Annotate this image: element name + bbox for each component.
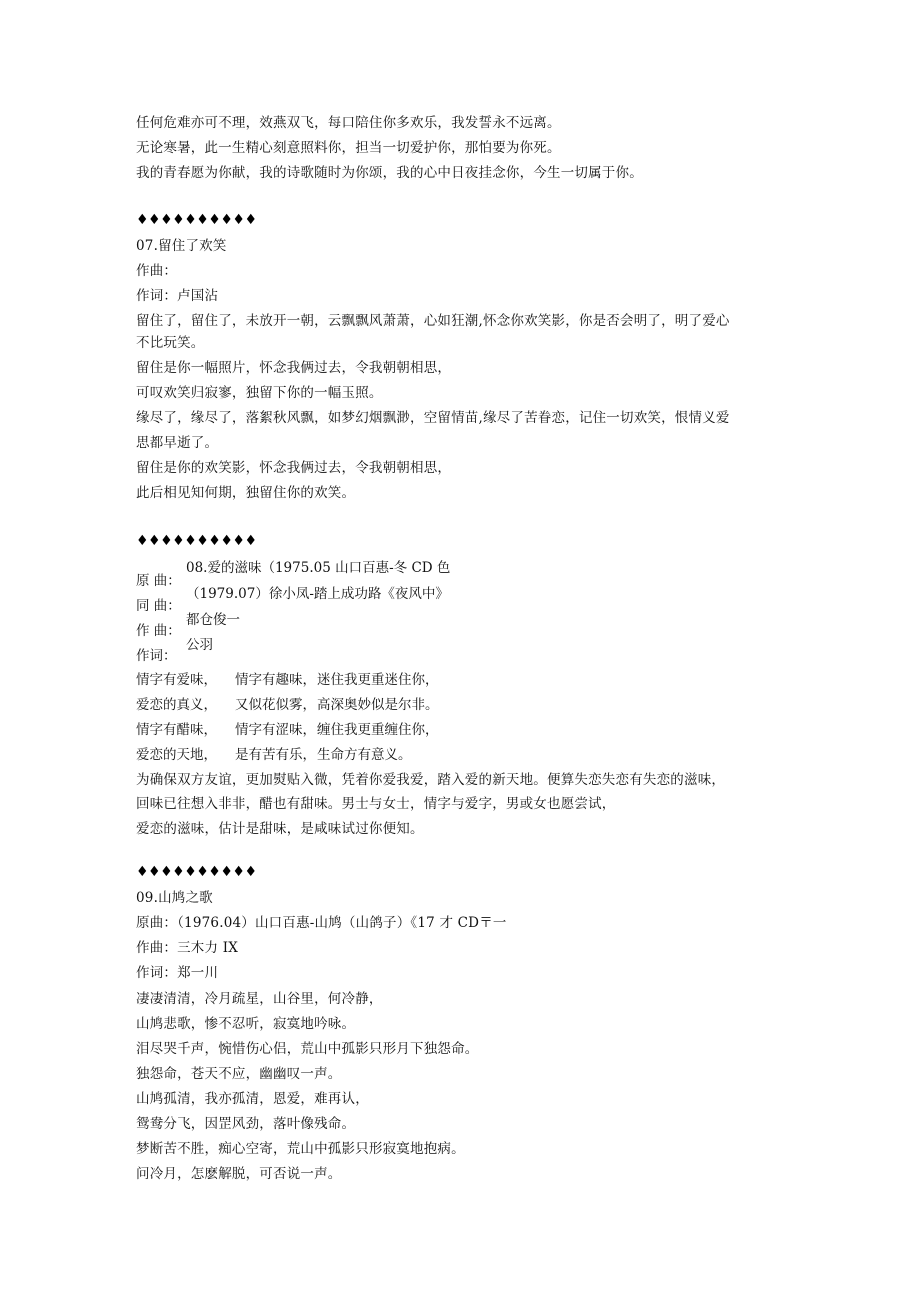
lyric-line: 梦断苦不胜，痴心空寄，荒山中孤影只形寂寞地抱病。 bbox=[136, 1141, 465, 1157]
lyric-line: 凄凄清清，冷月疏星，山谷里，何冷静， bbox=[136, 991, 383, 1007]
lyric-line: 留住是你一幅照片，怀念我俩过去，令我朝朝相思， bbox=[136, 360, 452, 376]
same-song-value: （1979.07）徐小凤-踏上成功路《夜风中》 bbox=[186, 586, 449, 602]
song-title: 07.留住了欢笑 bbox=[136, 238, 227, 254]
lyric-phrase: 爱恋的天地， bbox=[136, 747, 217, 763]
section-separator: ♦♦♦♦♦♦♦♦♦♦ bbox=[136, 533, 257, 549]
lyric-phrase: 高深奥妙似是尔非。 bbox=[317, 697, 439, 713]
lyric-phrase: 又似花似雾， bbox=[235, 697, 316, 713]
intro-line: 无论寒暑，此一生精心刻意照料你，担当一切爱护你，那怕要为你死。 bbox=[136, 140, 561, 156]
lyric-phrase: 生命方有意义。 bbox=[317, 747, 412, 763]
composer-credit: 作曲：三木力 IX bbox=[136, 940, 239, 956]
lyric-phrase: 是有苦有乐， bbox=[235, 747, 316, 763]
song-title: 09.山鸠之歌 bbox=[136, 890, 213, 906]
lyricist-value: 公羽 bbox=[186, 637, 213, 653]
lyricist-credit: 作词：郑一川 bbox=[136, 965, 219, 981]
lyric-phrase: 迷住我更重迷住你， bbox=[317, 672, 439, 688]
lyricist-credit: 作词：卢国沾 bbox=[136, 288, 219, 304]
same-song-label: 同 曲： bbox=[136, 598, 181, 614]
song-title-original: 08.爱的滋味（1975.05 山口百惠-冬 CD 色 bbox=[186, 560, 451, 576]
composer-credit: 作曲： bbox=[136, 263, 178, 279]
original-credit: 原曲：（1976.04）山口百惠-山鸠（山鸽子）《17 才 CD〒一 bbox=[136, 915, 507, 931]
lyric-phrase: 情字有爱味， bbox=[136, 672, 217, 688]
lyric-line: 山鸠悲歌，惨不忍听，寂寞地吟咏。 bbox=[136, 1016, 356, 1032]
original-label: 原 曲： bbox=[136, 573, 181, 589]
lyric-line: 思都早逝了。 bbox=[136, 435, 219, 451]
lyric-line: 独怨命，苍天不应，幽幽叹一声。 bbox=[136, 1066, 342, 1082]
lyric-line: 缘尽了，缘尽了，落絮秋风飘，如梦幻烟飘渺，空留情苗,缘尽了苦眷恋，记住一切欢笑，恨情义爱 bbox=[136, 410, 730, 426]
lyric-line: 此后相见知何期，独留住你的欢笑。 bbox=[136, 485, 356, 501]
composer-label: 作 曲： bbox=[136, 623, 181, 639]
lyric-line: 回味已往想入非非，醋也有甜味。男士与女士，情字与爱字，男或女也愿尝试， bbox=[136, 796, 616, 812]
lyric-phrase: 情字有趣味， bbox=[235, 672, 316, 688]
lyric-line: 留住是你的欢笑影，怀念我俩过去，令我朝朝相思， bbox=[136, 460, 452, 476]
lyric-phrase: 情字有醋味， bbox=[136, 722, 217, 738]
intro-line: 我的青春愿为你献，我的诗歌随时为你颂，我的心中日夜挂念你，今生一切属于你。 bbox=[136, 165, 643, 181]
lyric-line: 爱恋的滋味，估计是甜味，是咸味试过你便知。 bbox=[136, 821, 424, 837]
section-separator: ♦♦♦♦♦♦♦♦♦♦ bbox=[136, 864, 257, 880]
section-separator: ♦♦♦♦♦♦♦♦♦♦ bbox=[136, 212, 257, 228]
lyric-line: 不比玩笑。 bbox=[136, 335, 205, 351]
lyric-phrase: 爱恋的真义， bbox=[136, 697, 217, 713]
intro-line: 任何危难亦可不理，效燕双飞，每口陪住你多欢乐，我发誓永不远离。 bbox=[136, 115, 561, 131]
lyric-line: 泪尽哭千声，惋惜伤心侣，荒山中孤影只形月下独怨命。 bbox=[136, 1041, 479, 1057]
lyric-line: 问冷月，怎麽解脱，可否说一声。 bbox=[136, 1166, 342, 1182]
lyric-line: 鸳鸯分飞，因罡风劲，落叶像残命。 bbox=[136, 1116, 356, 1132]
lyric-line: 为确保双方友谊，更加熨贴入微，凭着你爱我爱，踏入爱的新天地。便算失恋失恋有失恋的滋味， bbox=[136, 772, 726, 788]
lyric-line: 留住了，留住了，未放开一朝，云飘飘风萧萧，心如狂潮,怀念你欢笑影，你是否会明了，明了爱心 bbox=[136, 313, 730, 329]
lyric-phrase: 缠住我更重缠住你， bbox=[317, 722, 439, 738]
lyric-line: 山鸠孤清，我亦孤清，恩爱，难再认， bbox=[136, 1091, 369, 1107]
lyric-phrase: 情字有涩味， bbox=[235, 722, 316, 738]
composer-value: 都仓俊一 bbox=[186, 612, 240, 628]
lyricist-label: 作词： bbox=[136, 648, 177, 664]
lyric-line: 可叹欢笑归寂寥，独留下你的一幅玉照。 bbox=[136, 385, 383, 401]
